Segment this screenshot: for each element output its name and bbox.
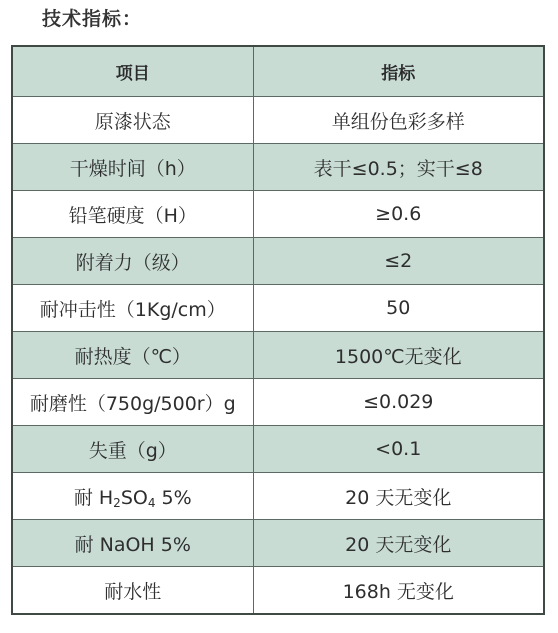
table-row	[12, 426, 544, 473]
row-spec: 20 天无变化	[253, 473, 544, 520]
table-row	[12, 332, 544, 379]
row-item: 耐磨性（750g/500r）g	[12, 379, 253, 426]
row-item: 耐 NaOH 5%	[12, 520, 253, 567]
row-spec: <0.1	[253, 426, 544, 473]
row-item	[12, 473, 253, 520]
row-item: 原漆状态	[12, 97, 253, 144]
header-spec: 指标	[253, 46, 544, 97]
row-item: 铅笔硬度（H）	[12, 191, 253, 238]
row-item: 耐冲击性（1Kg/cm）	[12, 285, 253, 332]
technical-spec-table	[11, 45, 545, 615]
header-item: 项目	[12, 46, 253, 97]
table-row	[12, 473, 544, 520]
table-header-row	[12, 46, 544, 97]
table-row	[12, 144, 544, 191]
row-item: 耐水性	[12, 567, 253, 615]
row-spec: 单组份色彩多样	[253, 97, 544, 144]
row-spec: ≤0.029	[253, 379, 544, 426]
row-spec: ≤2	[253, 238, 544, 285]
row-item-subscript: 4	[147, 495, 156, 510]
row-spec: 表干≤0.5；实干≤8	[253, 144, 544, 191]
row-item-mid: SO	[120, 486, 148, 509]
page-title: 技术指标：	[42, 8, 143, 30]
row-item-subscript: 2	[113, 495, 121, 510]
row-item: 干燥时间（h）	[12, 144, 253, 191]
table-row	[12, 567, 544, 615]
table-row	[12, 238, 544, 285]
row-item: 失重（g）	[12, 426, 253, 473]
row-spec: 20 天无变化	[253, 520, 544, 567]
row-spec: ≥0.6	[253, 191, 544, 238]
row-item: 附着力（级）	[12, 238, 253, 285]
table-row	[12, 97, 544, 144]
table-row	[12, 285, 544, 332]
row-spec: 50	[253, 285, 544, 332]
table-row	[12, 520, 544, 567]
table-row	[12, 379, 544, 426]
row-item-suffix: 5%	[155, 486, 192, 509]
row-spec: 168h 无变化	[253, 567, 544, 615]
row-item: 耐热度（℃）	[12, 332, 253, 379]
row-spec: 1500℃无变化	[253, 332, 544, 379]
table-row	[12, 191, 544, 238]
row-item-prefix: 耐 H	[73, 486, 114, 509]
